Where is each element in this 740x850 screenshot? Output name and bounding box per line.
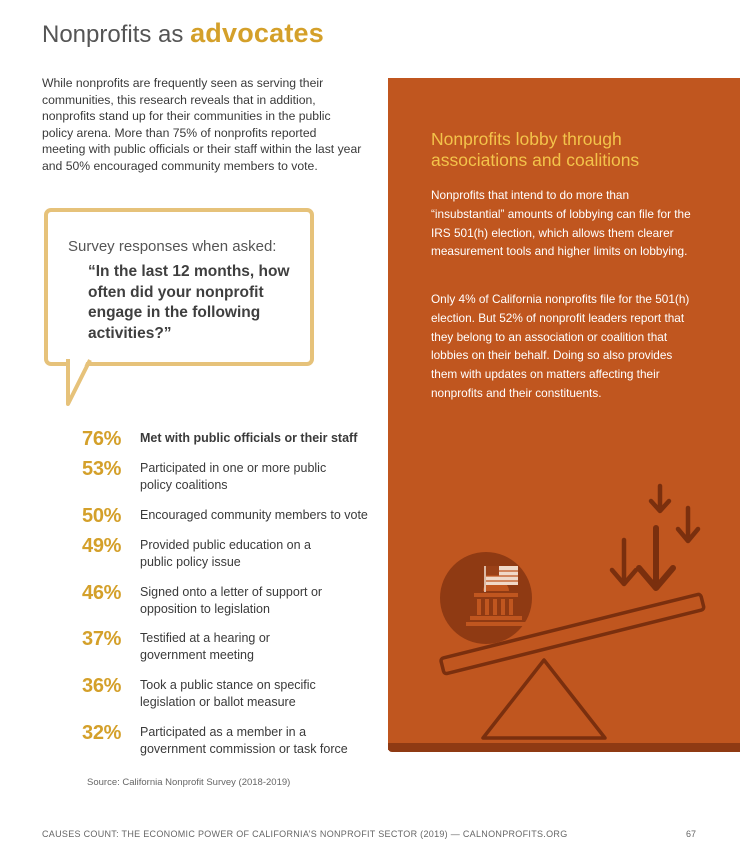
stat-percent: 49% [82,535,122,557]
survey-question: “In the last 12 months, how often did your nonprofit engage in the following activities?” [88,263,290,342]
stat-percent: 32% [82,722,122,744]
down-arrow-icon [612,486,698,588]
stat-text: Provided public education on a public policy issue [140,538,311,569]
footer-text: CAUSES COUNT: THE ECONOMIC POWER OF CALIFORNIA’S NONPROFIT SECTOR (2019) — CALNONPROFITS.ORG [42,829,568,839]
sidebar-paragraph-2: Only 4% of California nonprofits file for the 501(h) election. But 52% of nonprofit leaders report that they belong to an association or coalition that lobbies on their behalf. Doing so also provides them with updates on matters affecting their nonprofits and their constituents. [431,292,690,400]
seesaw-illustration [388,78,740,750]
stat-text: Encouraged community members to vote [140,508,368,522]
stat-text: Participated in one or more public policy coalitions [140,461,327,492]
stat-item [82,505,380,527]
stat-item [82,675,330,711]
stat-text: Signed onto a letter of support or opposition to legislation [140,585,323,616]
stat-percent: 53% [82,458,122,480]
stat-text: Participated as a member in a government commission or task force [140,725,348,756]
stat-item [82,628,310,664]
sidebar-paragraph-1: Nonprofits that intend to do more than “insubstantial” amounts of lobbying can file for the IRS 501(h) election, which allows them clearer measurement tools and higher limits on lobbying. [431,188,691,259]
survey-label: Survey responses when asked: [68,238,277,255]
stat-text: Met with public officials or their staff [140,431,358,445]
stat-item [82,428,380,450]
stat-item [82,722,365,758]
stat-text: Took a public stance on specific legislation or ballot measure [140,678,316,709]
stat-percent: 76% [82,428,122,450]
intro-paragraph: While nonprofits are frequently seen as serving their communities, this research reveals that in addition, nonprofits stand up for their communities in the public policy arena. More than 75% of nonprofits reported meeting with public officials or their staff within the last year and 50% encouraged community members to vote. [42,76,362,173]
stat-item [82,582,335,618]
stat-text: Testified at a hearing or government meeting [140,631,270,662]
survey-bubble [44,208,314,366]
stat-percent: 36% [82,675,122,697]
sidebar-panel [388,78,740,750]
stat-percent: 37% [82,628,122,650]
stat-item [82,535,325,571]
capitol-icon [440,552,532,644]
page-number: 67 [686,829,697,839]
stat-item [82,458,340,494]
sidebar-heading: Nonprofits lobby through associations and coalitions [431,129,640,170]
bubble-tail-icon [40,358,140,420]
sidebar-bottom-strip [388,743,740,752]
page-title [42,18,324,49]
title-bold: advocates [190,18,324,48]
title-light: Nonprofits as [42,21,184,48]
stat-percent: 50% [82,505,122,527]
stat-percent: 46% [82,582,122,604]
source-note: Source: California Nonprofit Survey (2018-2019) [87,777,291,788]
